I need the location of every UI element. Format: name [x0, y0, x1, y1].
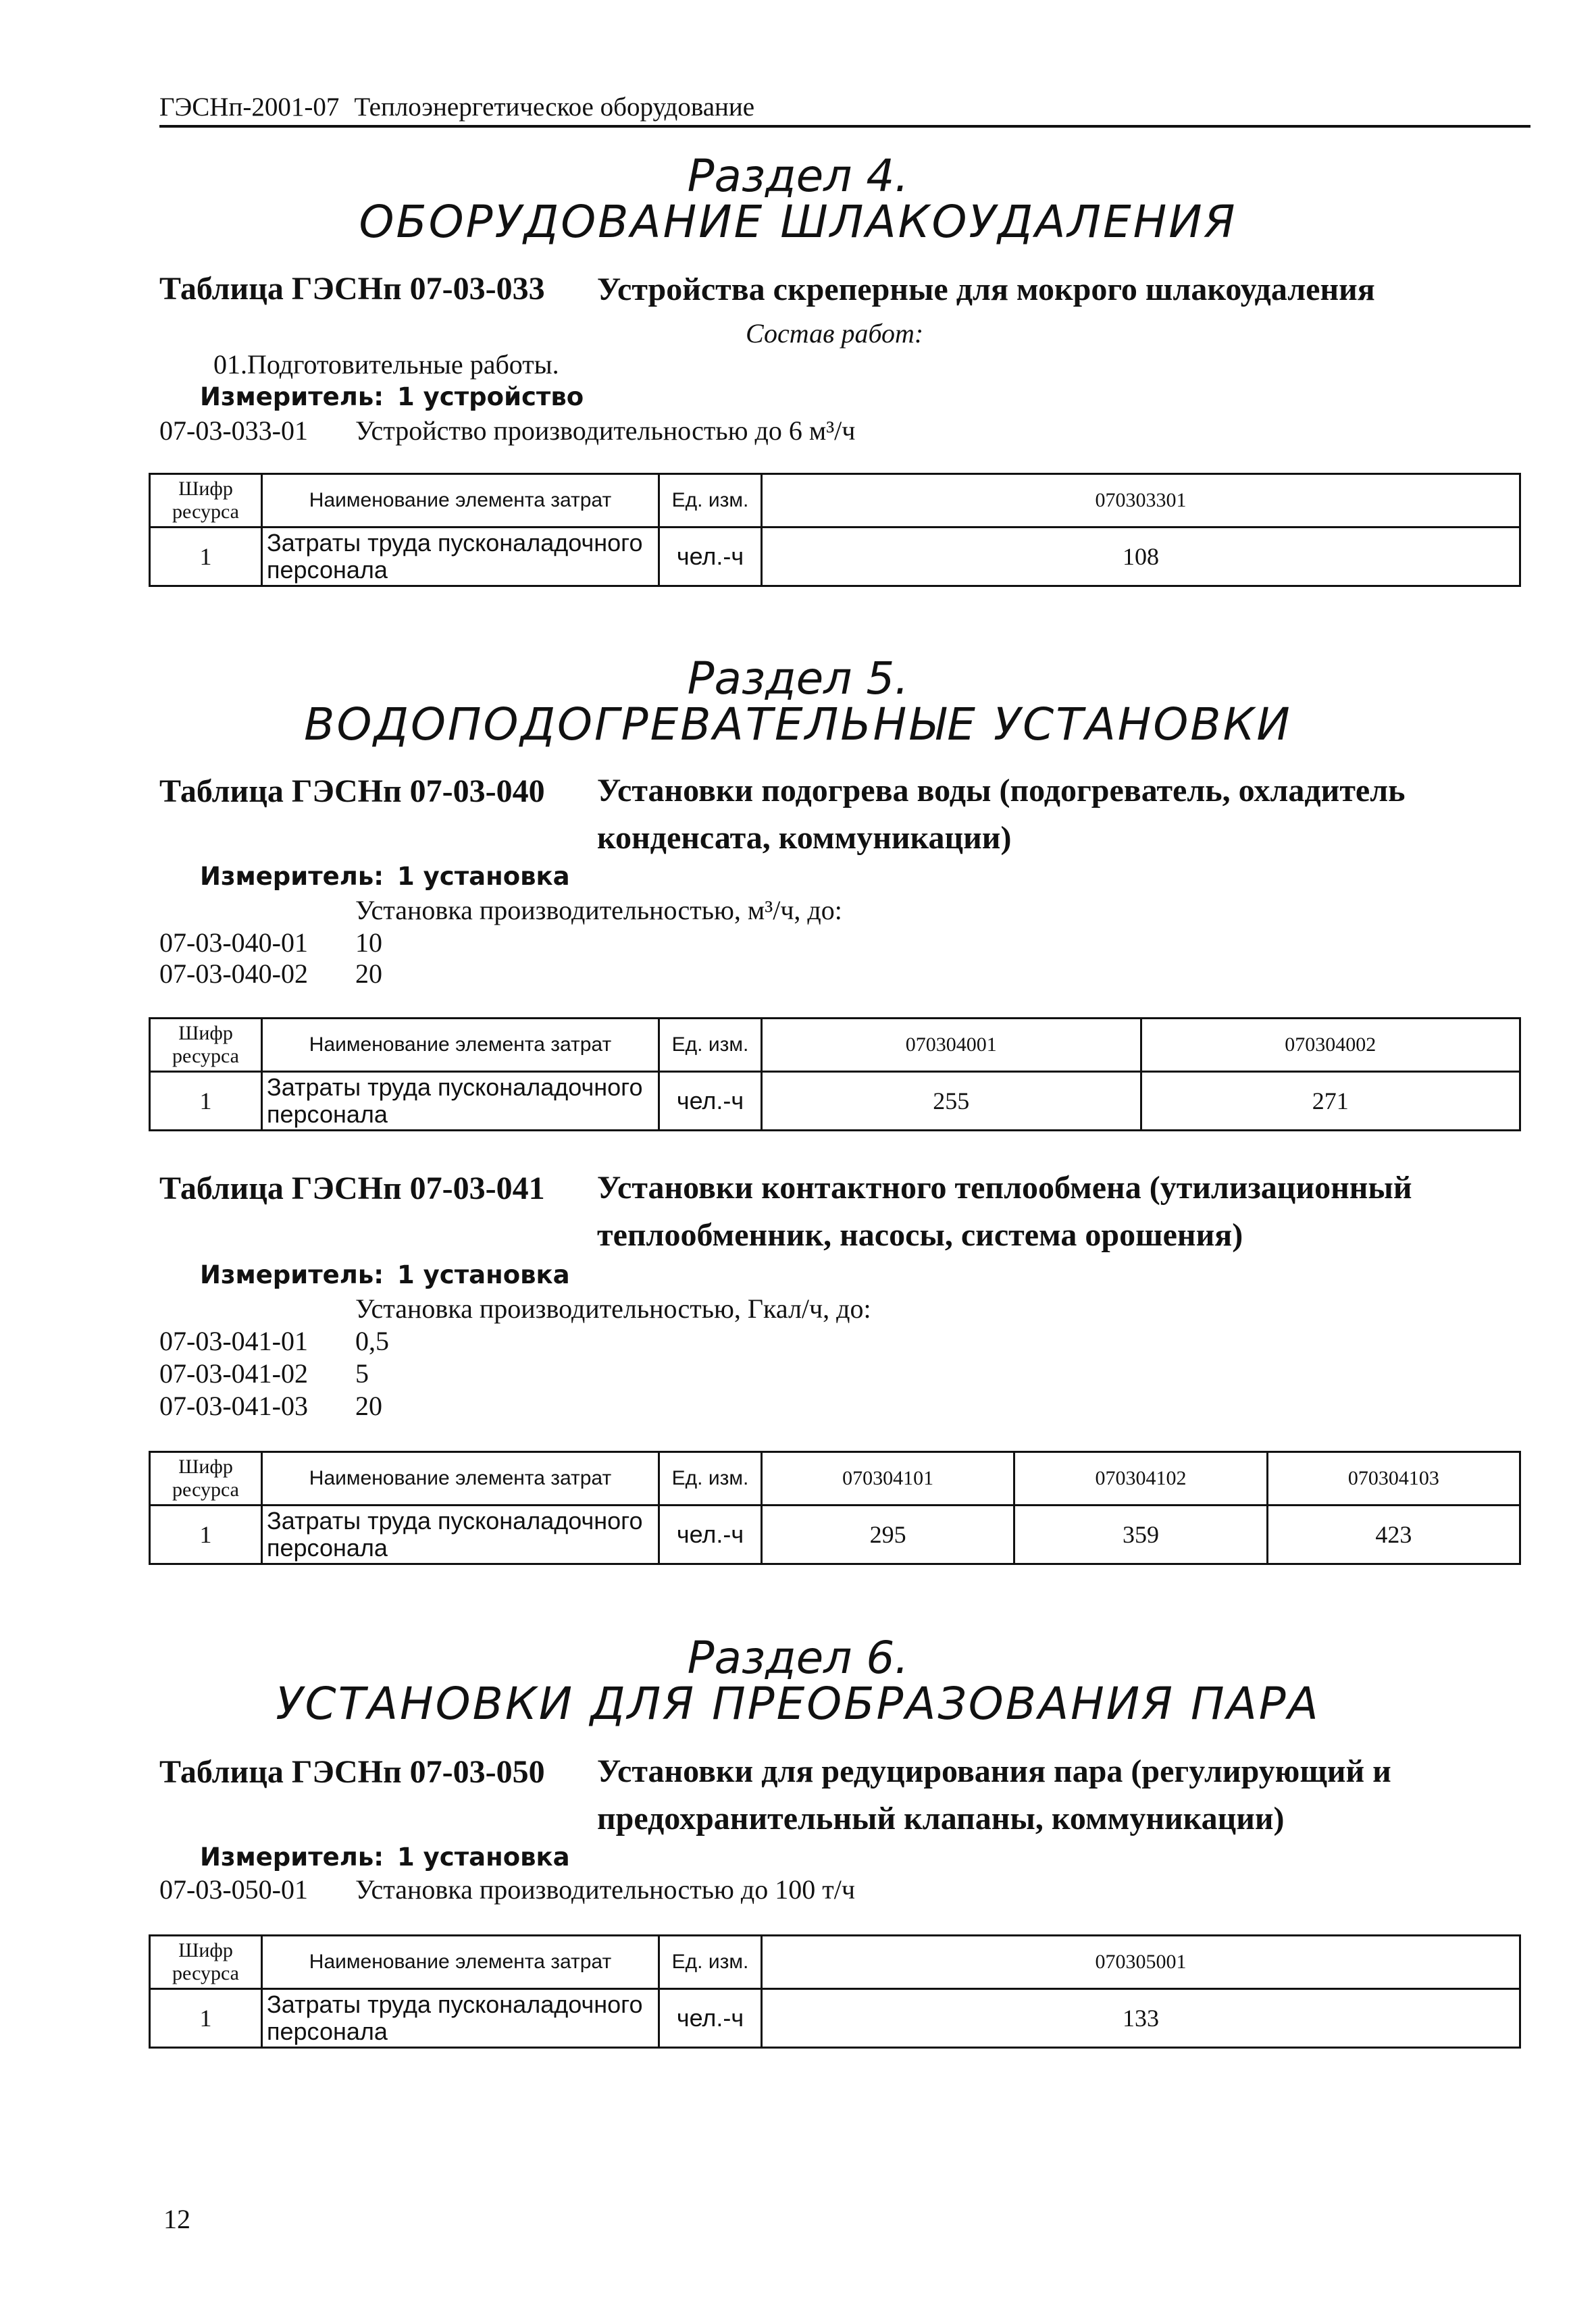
- col-shifr: Шифр ресурса: [150, 474, 262, 528]
- table-050-label: Таблица ГЭСНп 07-03-050: [159, 1754, 545, 1790]
- col-code-070304002: 070304002: [1141, 1019, 1520, 1072]
- col-shifr: Шифр ресурса: [150, 1452, 262, 1506]
- col-name: Наименование элемента затрат: [262, 1452, 659, 1506]
- col-shifr: Шифр ресурса: [150, 1936, 262, 1989]
- col-name: Наименование элемента затрат: [262, 1019, 659, 1072]
- item-code: 07-03-041-03: [159, 1391, 308, 1421]
- item-code: 07-03-041-01: [159, 1326, 308, 1356]
- meter-label: Измеритель:: [200, 1843, 384, 1872]
- page-number: 12: [163, 2204, 190, 2234]
- resource-table-033: [149, 473, 1521, 587]
- item-code: 07-03-041-02: [159, 1358, 308, 1389]
- item-code: 07-03-040-01: [159, 927, 308, 958]
- value-070304103: 423: [1267, 1506, 1520, 1564]
- row-unit: чел.-ч: [659, 528, 762, 586]
- meter-value: 1 устройство: [397, 382, 584, 411]
- resource-table-050: [149, 1934, 1521, 2049]
- table-041-title: Установки контактного теплообмена (утилизационный теплообменник, насосы, система орошения): [597, 1170, 1412, 1253]
- work-composition-heading: Состав работ:: [746, 318, 924, 349]
- row-unit: чел.-ч: [659, 1072, 762, 1131]
- meter-value: 1 установка: [397, 1843, 570, 1872]
- value-070304001: 255: [762, 1072, 1141, 1131]
- value-070304002: 271: [1141, 1072, 1520, 1131]
- meter-050: [200, 1843, 570, 1872]
- col-code-070305001: 070305001: [762, 1936, 1520, 1989]
- section-5-title: ВОДОПОДОГРЕВАТЕЛЬНЫЕ УСТАНОВКИ: [304, 698, 1292, 750]
- code-row-050-01: [159, 1874, 855, 1905]
- table-050-title: Установки для редуцирования пара (регулирующий и предохранительный клапаны, коммуникации): [597, 1753, 1391, 1836]
- table-040-title: Установки подогрева воды (подогреватель, охладитель конденсата, коммуникации): [597, 773, 1406, 856]
- item-desc: Устройство производительностью до 6 м³/ч: [355, 415, 856, 446]
- col-unit: Ед. изм.: [659, 1936, 762, 1989]
- col-code-070304001: 070304001: [762, 1019, 1141, 1072]
- col-code-070303301: 070303301: [762, 474, 1520, 528]
- table-033-label: Таблица ГЭСНп 07-03-033: [159, 271, 545, 307]
- section-4-label: Раздел 4.: [687, 150, 909, 202]
- value-070304102: 359: [1014, 1506, 1267, 1564]
- code-row-041-03: [159, 1390, 382, 1422]
- row-num: 1: [150, 1989, 262, 2048]
- running-header: [159, 92, 1530, 128]
- header-title: Теплоэнергетическое оборудование: [354, 93, 755, 122]
- code-row-040-02: [159, 958, 382, 989]
- value-070304101: 295: [762, 1506, 1014, 1564]
- desc-040: Установка производительностью, м³/ч, до:: [355, 895, 842, 925]
- section-4-title: ОБОРУДОВАНИЕ ШЛАКОУДАЛЕНИЯ: [359, 196, 1237, 248]
- meter-label: Измеритель:: [200, 862, 384, 891]
- item-value: 5: [355, 1358, 369, 1389]
- code-row-040-01: [159, 927, 382, 958]
- col-shifr: Шифр ресурса: [150, 1019, 262, 1072]
- row-unit: чел.-ч: [659, 1989, 762, 2048]
- header-code: ГЭСНп-2001-07: [159, 93, 340, 122]
- item-value: 0,5: [355, 1326, 389, 1356]
- row-num: 1: [150, 1506, 262, 1564]
- meter-040: [200, 862, 570, 891]
- item-code: 07-03-040-02: [159, 958, 308, 989]
- meter-label: Измеритель:: [200, 382, 384, 411]
- desc-041: Установка производительностью, Гкал/ч, до:: [355, 1293, 871, 1324]
- row-unit: чел.-ч: [659, 1506, 762, 1564]
- item-code: 07-03-050-01: [159, 1874, 308, 1905]
- section-6-title: УСТАНОВКИ ДЛЯ ПРЕОБРАЗОВАНИЯ ПАРА: [276, 1678, 1320, 1730]
- table-040-label: Таблица ГЭСНп 07-03-040: [159, 773, 545, 809]
- col-unit: Ед. изм.: [659, 474, 762, 528]
- col-unit: Ед. изм.: [659, 1019, 762, 1072]
- section-5-label: Раздел 5.: [687, 652, 909, 704]
- meter-value: 1 установка: [397, 1260, 570, 1289]
- item-desc: Установка производительностью до 100 т/ч: [355, 1874, 855, 1905]
- section-6-label: Раздел 6.: [687, 1632, 909, 1684]
- col-code-070304103: 070304103: [1267, 1452, 1520, 1506]
- col-code-070304101: 070304101: [762, 1452, 1014, 1506]
- resource-table-041: [149, 1451, 1521, 1565]
- table-041-label: Таблица ГЭСНп 07-03-041: [159, 1171, 545, 1206]
- row-num: 1: [150, 528, 262, 586]
- col-name: Наименование элемента затрат: [262, 1936, 659, 1989]
- resource-table-040: [149, 1017, 1521, 1131]
- row-name: Затраты труда пусконаладочного персонала: [262, 1072, 659, 1131]
- item-value: 20: [355, 1391, 382, 1421]
- table-033-title: Устройства скреперные для мокрого шлакоудаления: [597, 272, 1375, 307]
- value-070303301: 108: [762, 528, 1520, 586]
- col-unit: Ед. изм.: [659, 1452, 762, 1506]
- work-item: 01.Подготовительные работы.: [213, 349, 559, 380]
- row-name: Затраты труда пусконаладочного персонала: [262, 1506, 659, 1564]
- row-num: 1: [150, 1072, 262, 1131]
- meter-label: Измеритель:: [200, 1260, 384, 1289]
- meter-041: [200, 1260, 570, 1289]
- code-row-041-01: [159, 1325, 389, 1357]
- item-code: 07-03-033-01: [159, 415, 308, 446]
- meter-value: 1 установка: [397, 862, 570, 891]
- item-value: 20: [355, 958, 382, 989]
- meter-033: [200, 382, 584, 411]
- item-value: 10: [355, 927, 382, 958]
- value-070305001: 133: [762, 1989, 1520, 2048]
- row-name: Затраты труда пусконаладочного персонала: [262, 1989, 659, 2048]
- code-row-041-02: [159, 1358, 369, 1389]
- col-code-070304102: 070304102: [1014, 1452, 1267, 1506]
- row-name: Затраты труда пусконаладочного персонала: [262, 528, 659, 586]
- code-row-033-01: [159, 415, 855, 446]
- col-name: Наименование элемента затрат: [262, 474, 659, 528]
